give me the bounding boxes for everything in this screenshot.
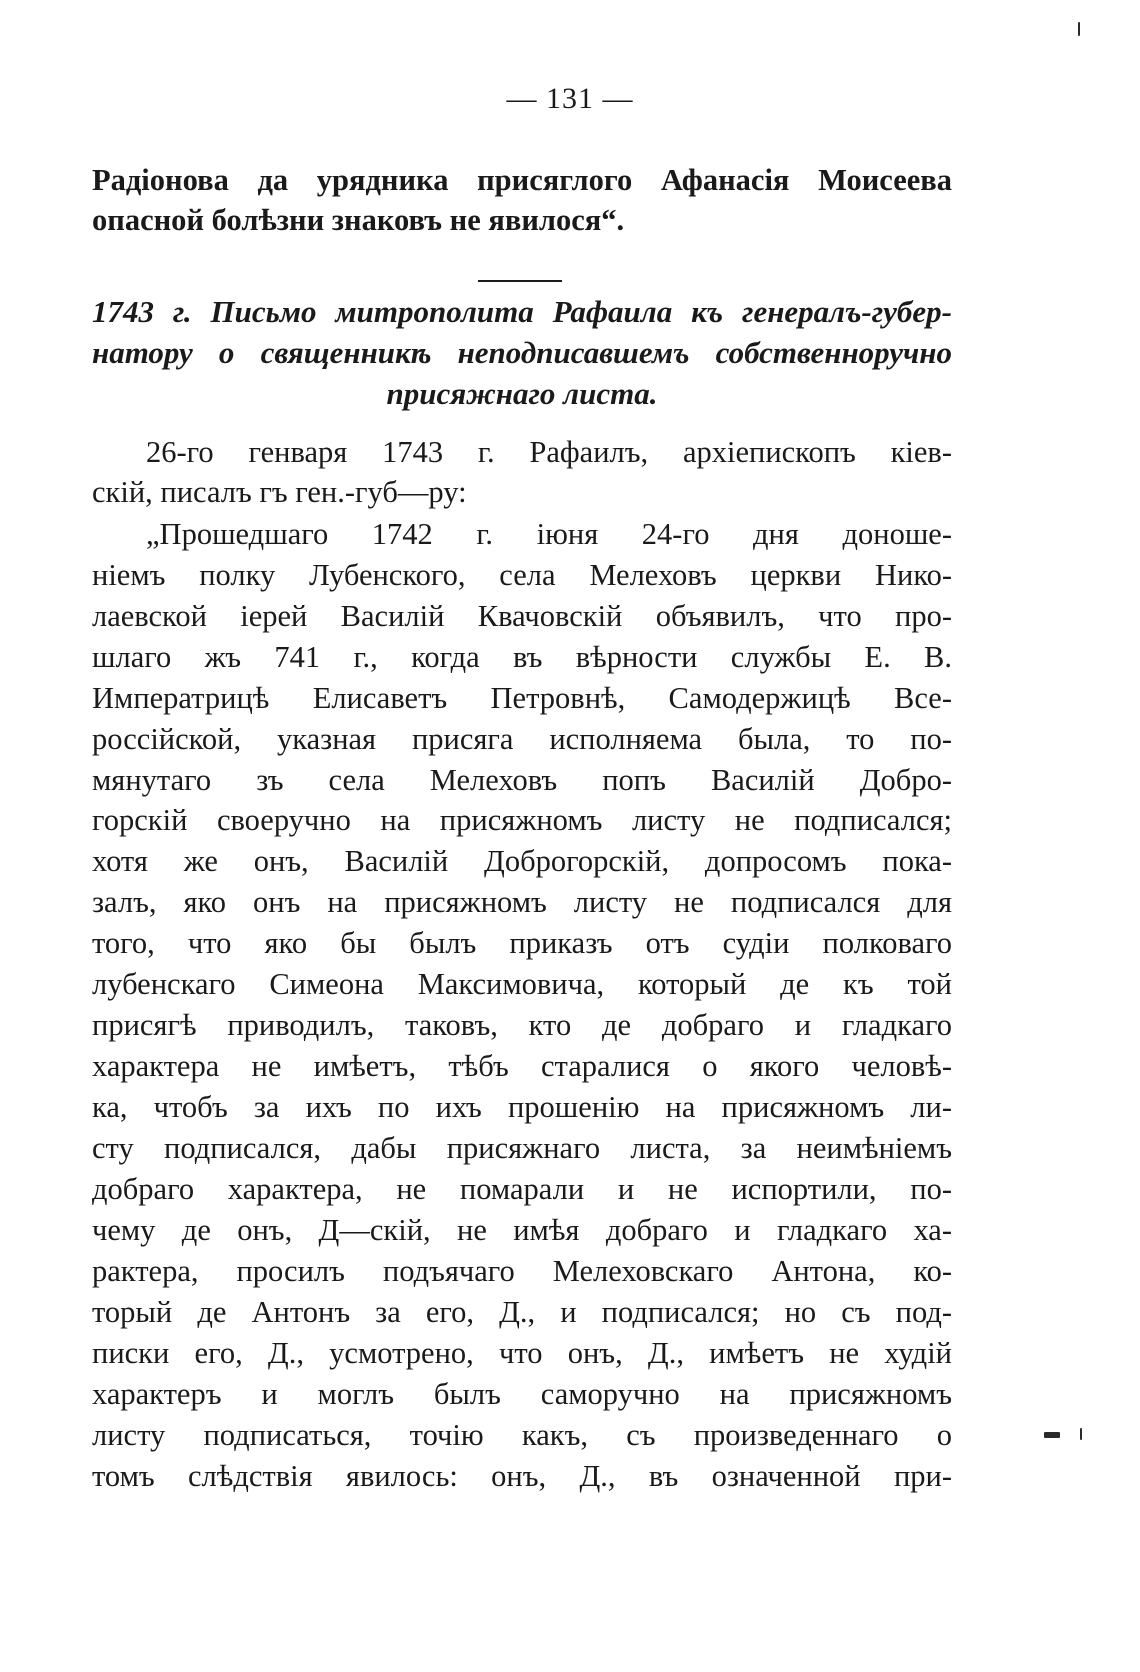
- section-heading-line-3: присяжнаго листа.: [386, 376, 658, 411]
- section-divider: [478, 280, 562, 282]
- body-line-11: хотя же онъ, Василій Доброгорскій, допросомъ пока-: [92, 844, 952, 878]
- body-line-8: россійской, указная присяга исполняема была, то по-: [92, 722, 952, 756]
- body-line-22: торый де Антонъ за его, Д., и подписался; но съ под-: [92, 1295, 952, 1329]
- section-heading-line-1: 1743 г. Письмо митрополита Рафаила къ генералъ-губер-: [92, 294, 952, 329]
- body-line-25: листу подписаться, точію какъ, съ произведеннаго о: [92, 1418, 952, 1452]
- body-line-6: шлаго жъ 741 г., когда въ вѣрности службы Е. В.: [92, 640, 952, 674]
- page-number: — 131 —: [506, 82, 634, 115]
- body-line-15: присягѣ приводилъ, таковъ, кто де добраго и гладкаго: [92, 1008, 952, 1042]
- intro-line-1: Радіонова да урядника присяглого Афанасія Моисеева: [92, 163, 952, 197]
- body-line-10: горскій своеручно на присяжномъ листу не подписался;: [92, 803, 952, 837]
- body-line-12: залъ, яко онъ на присяжномъ листу не подписался для: [92, 885, 952, 919]
- body-line-23: писки его, Д., усмотрено, что онъ, Д., имѣетъ не худій: [92, 1336, 952, 1370]
- scan-mark-top-right: [1078, 22, 1080, 36]
- body-line-26: томъ слѣдствія явилось: онъ, Д., въ означенной при-: [92, 1459, 952, 1493]
- body-line-18: сту подписался, дабы присяжнаго листа, за неимѣніемъ: [92, 1131, 952, 1165]
- body-line-16: характера не имѣетъ, тѣбъ старалися о якого человѣ-: [92, 1049, 952, 1083]
- body-line-14: лубенскаго Симеона Максимовича, который де къ той: [92, 967, 952, 1001]
- body-line-5: лаевской іерей Василій Квачовскій объявилъ, что про-: [92, 599, 952, 633]
- intro-line-2: опасной болѣзни знаковъ не явилося“.: [92, 203, 625, 237]
- body-line-13: того, что яко бы былъ приказъ отъ судіи полковаго: [92, 926, 952, 960]
- body-line-1: 26-го генваря 1743 г. Рафаилъ, архіепископъ кіев-: [146, 435, 952, 469]
- body-line-3: „Прошедшаго 1742 г. іюня 24-го дня доноше-: [146, 517, 952, 551]
- body-line-21: рактера, просилъ подъячаго Мелеховскаго Антона, ко-: [92, 1254, 952, 1288]
- body-line-7: Императрицѣ Елисаветъ Петровнѣ, Самодержицѣ Все-: [92, 681, 952, 715]
- scan-mark-right: [1044, 1432, 1060, 1438]
- body-line-17: ка, чтобъ за ихъ по ихъ прошенію на присяжномъ ли-: [92, 1090, 952, 1124]
- body-line-24: характеръ и моглъ былъ саморучно на присяжномъ: [92, 1377, 952, 1411]
- scan-mark-right-small: [1080, 1428, 1082, 1440]
- body-line-19: добраго характера, не помарали и не испортили, по-: [92, 1172, 952, 1206]
- body-line-20: чему де онъ, Д—скій, не имѣя добраго и гладкаго ха-: [92, 1213, 952, 1247]
- body-line-4: ніемъ полку Лубенского, села Мелеховъ церкви Нико-: [92, 558, 952, 592]
- body-line-2: скій, писалъ гъ ген.-губ—ру:: [92, 475, 467, 509]
- body-line-9: мянутаго зъ села Мелеховъ попъ Василій Добро-: [92, 763, 952, 797]
- section-heading-line-2: натору о священникѣ неподписавшемъ собственноручно: [92, 335, 952, 370]
